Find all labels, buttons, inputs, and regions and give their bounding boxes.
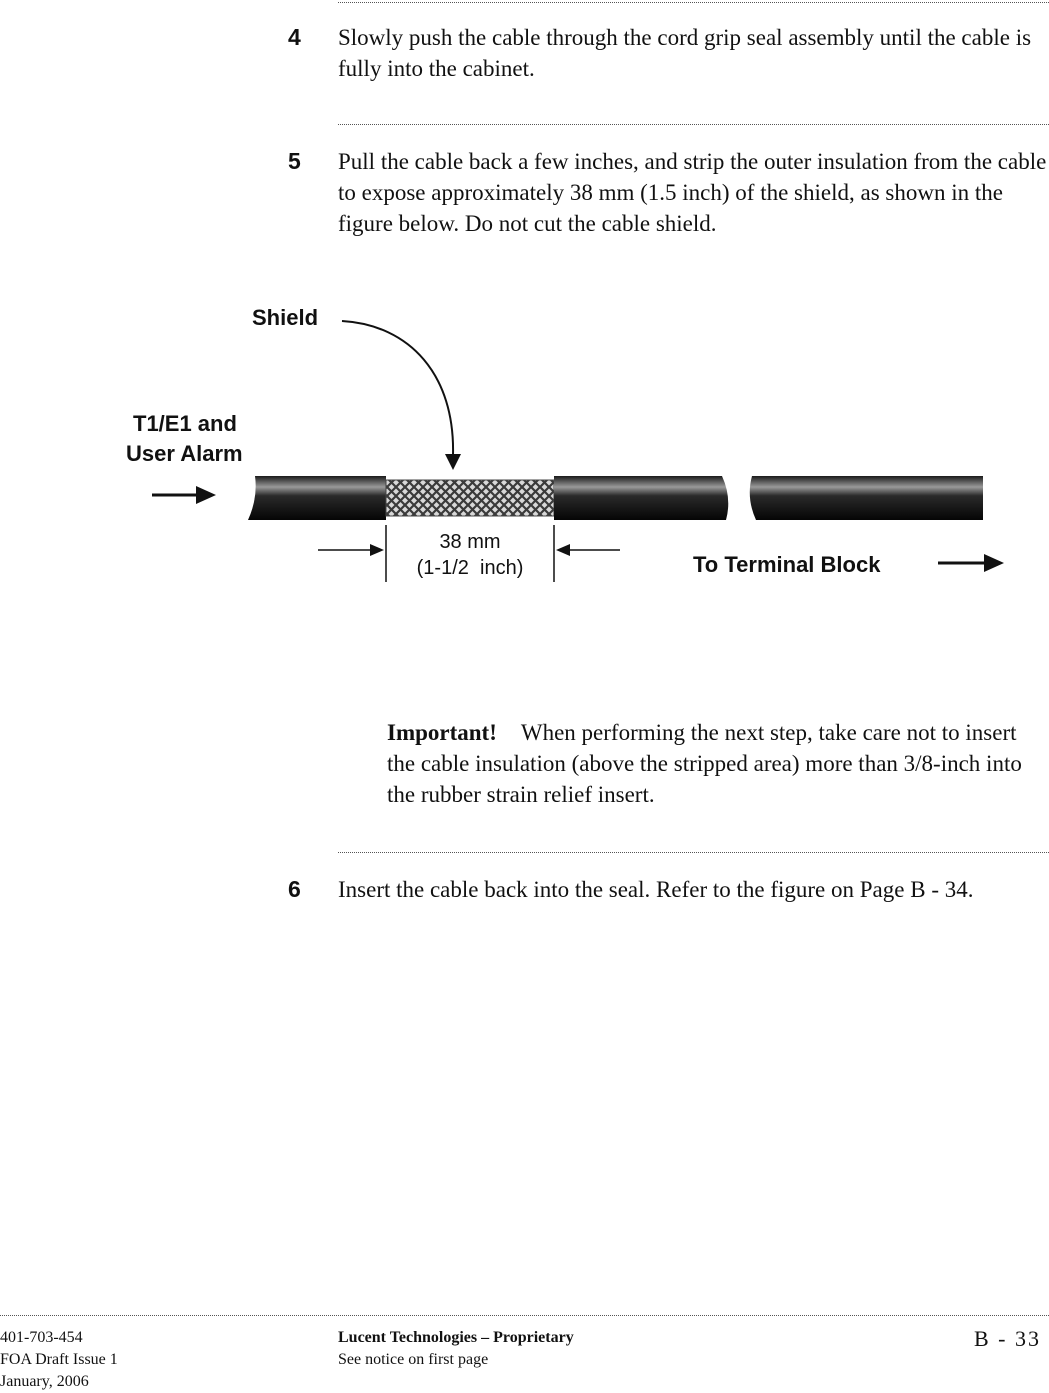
footer-doc-info <box>0 1327 118 1393</box>
dimension-arrow-right-head <box>556 544 570 556</box>
output-arrow-head <box>984 554 1004 572</box>
cable-insulation-right <box>750 476 983 520</box>
left-label-line2: User Alarm <box>126 441 243 466</box>
step-number: 4 <box>288 24 301 50</box>
cable-insulation-left <box>248 476 386 520</box>
step-text: Slowly push the cable through the cord grip seal assembly until the cable is fully into the cabinet. <box>338 25 1032 81</box>
cable-insulation-middle <box>554 476 728 520</box>
step-text: Pull the cable back a few inches, and strip the outer insulation from the cable to expose approximately 38 mm (1.5 inch) of the shield, as shown in the figure below. Do not cut the cable shield. <box>338 149 1047 236</box>
footer-proprietary <box>338 1327 574 1371</box>
notice-reference: See notice on first page <box>338 1351 489 1368</box>
doc-issue: FOA Draft Issue 1 <box>0 1351 118 1368</box>
left-label-line1: T1/E1 and <box>133 411 237 436</box>
dimension-label-inch: (1-1/2 inch) <box>416 557 524 579</box>
step-divider <box>338 852 1049 853</box>
doc-number: 401-703-454 <box>0 1329 83 1346</box>
important-note <box>387 717 1027 810</box>
step-text: Insert the cable back into the seal. Refer to the figure on Page B - 34. <box>338 877 974 902</box>
footer-divider <box>0 1315 1049 1316</box>
doc-date: January, 2006 <box>0 1373 89 1390</box>
terminal-block-label: To Terminal Block <box>693 552 881 577</box>
input-arrow-head <box>196 486 216 504</box>
dimension-label-mm: 38 mm <box>439 531 501 553</box>
shield-pointer-arrow <box>342 321 453 455</box>
page-number: B - 33 <box>974 1326 1041 1351</box>
cable-shield-braid <box>386 480 554 516</box>
shield-label: Shield <box>252 305 319 330</box>
shield-arrow-head <box>445 454 461 470</box>
step-number: 5 <box>288 148 301 174</box>
cable-strip-figure <box>0 280 1049 620</box>
dimension-arrow-left-head <box>370 544 384 556</box>
company-notice: Lucent Technologies – Proprietary <box>338 1329 574 1346</box>
top-divider <box>338 2 1049 3</box>
important-text: When performing the next step, take care not to insert the cable insulation (above the stripped area) more than 3/8-inch into the rubber strain relief insert. <box>387 720 1022 807</box>
step-number: 6 <box>288 876 301 902</box>
step-divider <box>338 124 1049 125</box>
important-label: Important! <box>387 720 497 745</box>
